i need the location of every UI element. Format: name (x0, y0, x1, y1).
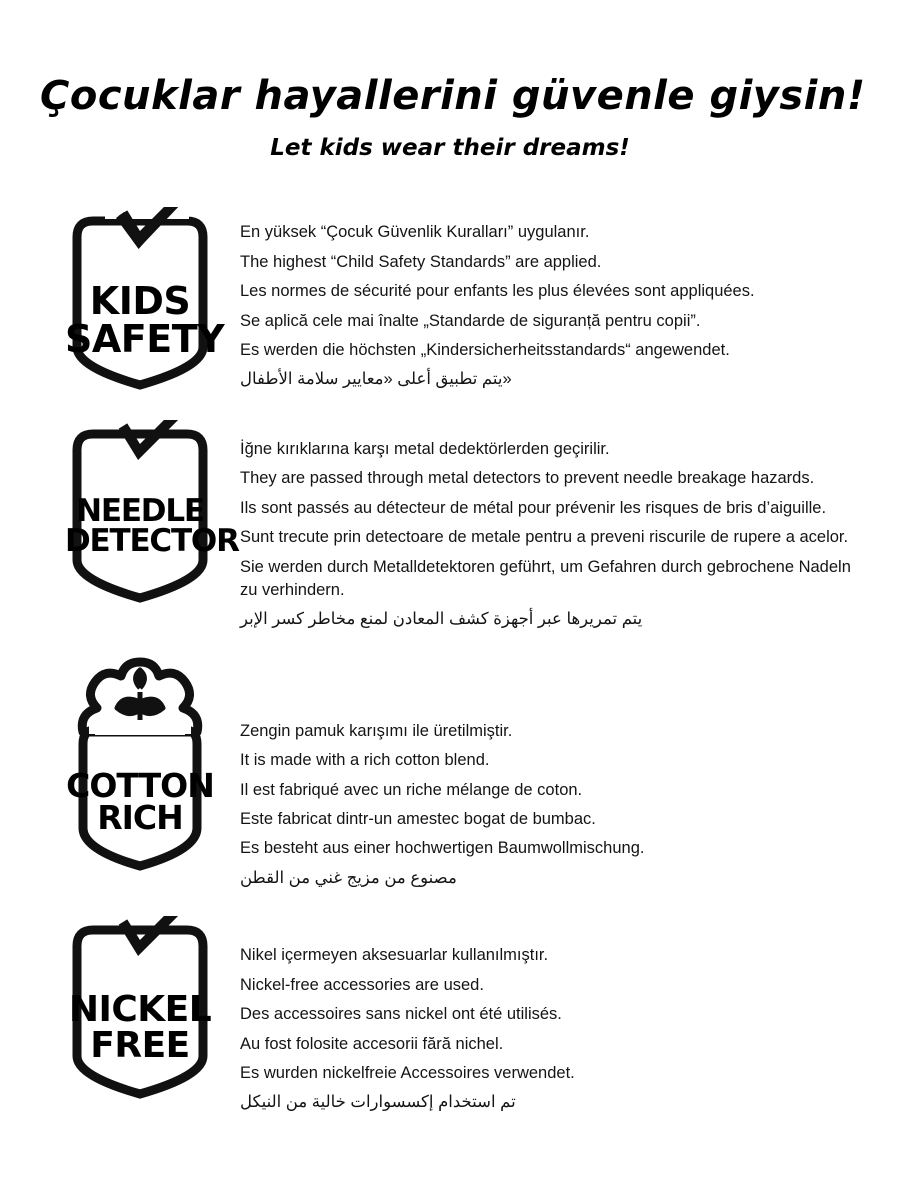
text-line-tr: Zengin pamuk karışımı ile üretilmiştir. (240, 721, 513, 740)
badge-label-line2: RICH (97, 798, 183, 838)
check-shield-icon (65, 916, 215, 1101)
list-item (40, 420, 860, 638)
feature-text (240, 656, 860, 897)
text-line-ro: Este fabricat dintr-un amestec bogat de bumbac. (240, 810, 596, 829)
badge-label-line2: FREE (90, 1024, 190, 1066)
badge-label-line1: KIDS (89, 279, 191, 324)
text-line-en: The highest “Child Safety Standards” are applied. (240, 252, 602, 271)
text-line-en: Nickel-free accessories are used. (240, 975, 484, 994)
badge-cell (40, 420, 240, 605)
check-shield-icon (65, 420, 239, 605)
text-line-ro: Se aplică cele mai înalte „Standarde de siguranță pentru copii”. (240, 311, 701, 330)
badge-cell (40, 916, 240, 1101)
needle-detector-badge (65, 420, 239, 605)
text-line-de: Sie werden durch Metalldetektoren geführt, um Gefahren durch gebrochene Nadeln zu verhindern. (240, 557, 851, 599)
text-line-tr: İğne kırıklarına karşı metal dedektörlerden geçirilir. (240, 439, 610, 458)
text-line-ar: يتم تمريرها عبر أجهزة كشف المعادن لمنع مخاطر كسر الإبر (240, 610, 643, 629)
cotton-boll-icon (65, 656, 215, 876)
list-item (40, 656, 860, 897)
text-line-en: It is made with a rich cotton blend. (240, 751, 490, 770)
feature-text (240, 420, 860, 638)
text-line-fr: Ils sont passés au détecteur de métal pour prévenir les risques de bris d’aiguille. (240, 498, 827, 517)
badge-label-line1: COTTON (66, 765, 214, 805)
feature-text (240, 916, 860, 1121)
text-line-tr: Nikel içermeyen aksesuarlar kullanılmıştır. (240, 946, 549, 965)
page-title: Çocuklar hayallerini güvenle giysin! (40, 73, 866, 119)
text-line-ro: Au fost folosite accesorii fără nichel. (240, 1034, 504, 1053)
badge-cell (40, 207, 240, 392)
text-line-tr: En yüksek “Çocuk Güvenlik Kuralları” uygulanır. (240, 223, 590, 242)
cotton-rich-badge (65, 656, 215, 876)
text-line-de: Es werden die höchsten „Kindersicherheitsstandards“ angewendet. (240, 340, 730, 359)
badge-cell (40, 656, 240, 876)
list-item (40, 207, 860, 398)
text-line-fr: Des accessoires sans nickel ont été utilisés. (240, 1005, 562, 1024)
text-line-ar: «يتم تطبيق أعلى «معايير سلامة الأطفال (240, 370, 512, 389)
check-shield-icon (65, 207, 225, 392)
text-line-de: Es wurden nickelfreie Accessoires verwendet. (240, 1064, 575, 1082)
text-line-en: They are passed through metal detectors to prevent needle breakage hazards. (240, 469, 815, 488)
text-line-ar: تم استخدام إكسسوارات خالية من النيكل (240, 1093, 516, 1112)
text-line-ar: مصنوع من مزيج غني من القطن (240, 868, 457, 887)
feature-text (240, 207, 860, 398)
text-line-fr: Les normes de sécurité pour enfants les plus élevées sont appliquées. (240, 282, 755, 301)
nickel-free-badge (65, 916, 215, 1101)
badge-label-line2: DETECTOR (65, 523, 239, 560)
feature-list (40, 207, 860, 1121)
badge-label-line2: SAFETY (65, 316, 225, 361)
kids-safety-badge (65, 207, 225, 392)
text-line-ro: Sunt trecute prin detectoare de metale pentru a preveni riscurile de rupere a acelor. (240, 528, 849, 547)
page-subtitle: Let kids wear their dreams! (270, 135, 630, 161)
text-line-de: Es besteht aus einer hochwertigen Baumwollmischung. (240, 839, 645, 858)
badge-label-line1: NEEDLE (76, 492, 204, 529)
text-line-fr: Il est fabriqué avec un riche mélange de coton. (240, 780, 583, 799)
list-item (40, 916, 860, 1121)
badge-label-line1: NICKEL (68, 989, 212, 1031)
